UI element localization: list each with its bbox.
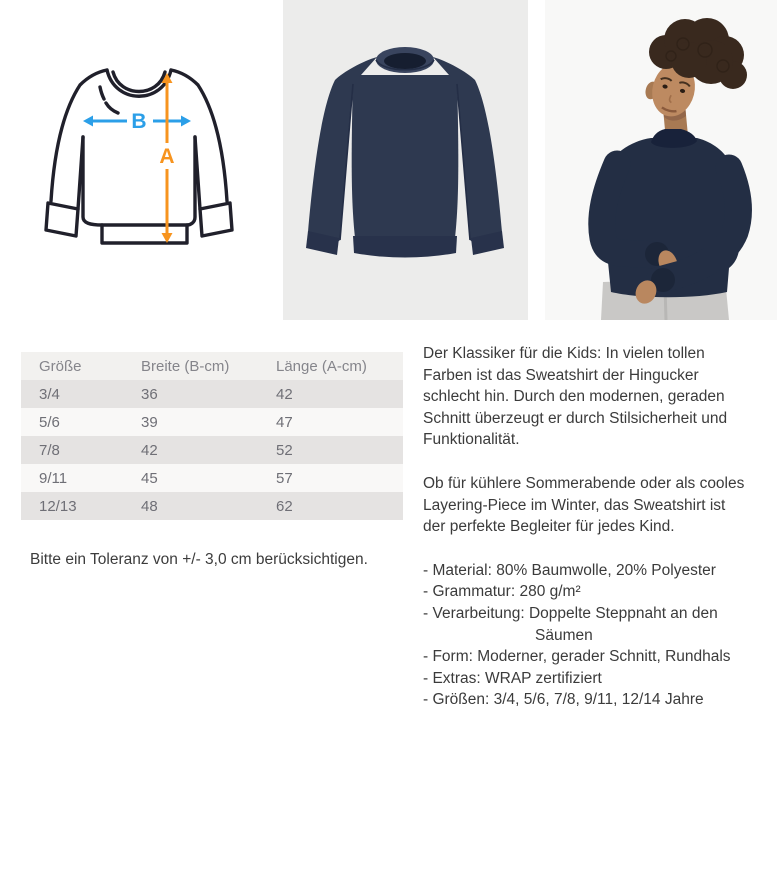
width-cell: 42 [141, 441, 158, 459]
size-cell: 12/13 [39, 497, 77, 515]
width-cell: 48 [141, 497, 158, 515]
sweatshirt-outline-icon [40, 53, 238, 249]
bullet-item: - Größen: 3/4, 5/6, 7/8, 9/11, 12/14 Jahre [423, 691, 704, 709]
width-cell: 36 [141, 385, 158, 403]
col-header-groesse: Größe [39, 357, 82, 375]
bullet-item: - Material: 80% Baumwolle, 20% Polyester [423, 561, 716, 579]
size-table [21, 352, 403, 520]
size-cell: 7/8 [39, 441, 60, 459]
size-measurement-diagram [40, 53, 238, 249]
text-line: der perfekte Begleiter für jedes Kind. [423, 518, 675, 536]
bullet-item: - Form: Moderner, gerader Schnitt, Rundhals [423, 648, 731, 666]
product-photo [283, 0, 528, 320]
bullet-item-continuation: Säumen [535, 626, 593, 644]
length-label: A [159, 145, 175, 168]
table-row [21, 408, 403, 436]
col-header-breite: Breite (B-cm) [141, 357, 230, 375]
size-cell: 9/11 [39, 469, 68, 487]
col-header-laenge: Länge (A-cm) [276, 357, 367, 375]
product-description [423, 343, 777, 711]
description-paragraph-2 [423, 473, 777, 538]
boy-in-sweatshirt-image [545, 0, 777, 320]
table-row [21, 492, 403, 520]
description-bullet-list [423, 560, 777, 711]
table-row [21, 436, 403, 464]
table-row [21, 464, 403, 492]
length-cell: 47 [276, 413, 293, 431]
text-line: Farben ist das Sweatshirt der Hingucker [423, 366, 699, 384]
length-cell: 52 [276, 441, 293, 459]
text-line: Schnitt überzeugt er durch Stilsicherheit und [423, 409, 728, 427]
size-cell: 5/6 [39, 413, 60, 431]
text-line: schlecht hin. Durch den modernen, geraden [423, 388, 725, 406]
length-cell: 42 [276, 385, 293, 403]
table-row [21, 380, 403, 408]
text-line: Ob für kühlere Sommerabende oder als cooles [423, 474, 745, 492]
size-cell: 3/4 [39, 385, 60, 403]
text-line: Layering-Piece im Winter, das Sweatshirt ist [423, 496, 726, 514]
navy-sweatshirt-image [283, 0, 528, 320]
width-label: B [131, 110, 147, 133]
text-line: Der Klassiker für die Kids: In vielen tollen [423, 345, 705, 362]
bullet-item: - Grammatur: 280 g/m² [423, 583, 581, 601]
length-cell: 57 [276, 469, 293, 487]
description-paragraph-1 [423, 343, 777, 451]
tolerance-note: Bitte ein Toleranz von +/- 3,0 cm berücksichtigen. [30, 551, 368, 568]
bullet-item: - Extras: WRAP zertifiziert [423, 669, 602, 687]
size-table-header-row [21, 352, 403, 380]
length-cell: 62 [276, 497, 293, 515]
width-cell: 45 [141, 469, 158, 487]
model-photo [545, 0, 777, 320]
text-line: Funktionalität. [423, 431, 520, 449]
bullet-item: - Verarbeitung: Doppelte Steppnaht an den [423, 604, 718, 622]
width-cell: 39 [141, 413, 158, 431]
